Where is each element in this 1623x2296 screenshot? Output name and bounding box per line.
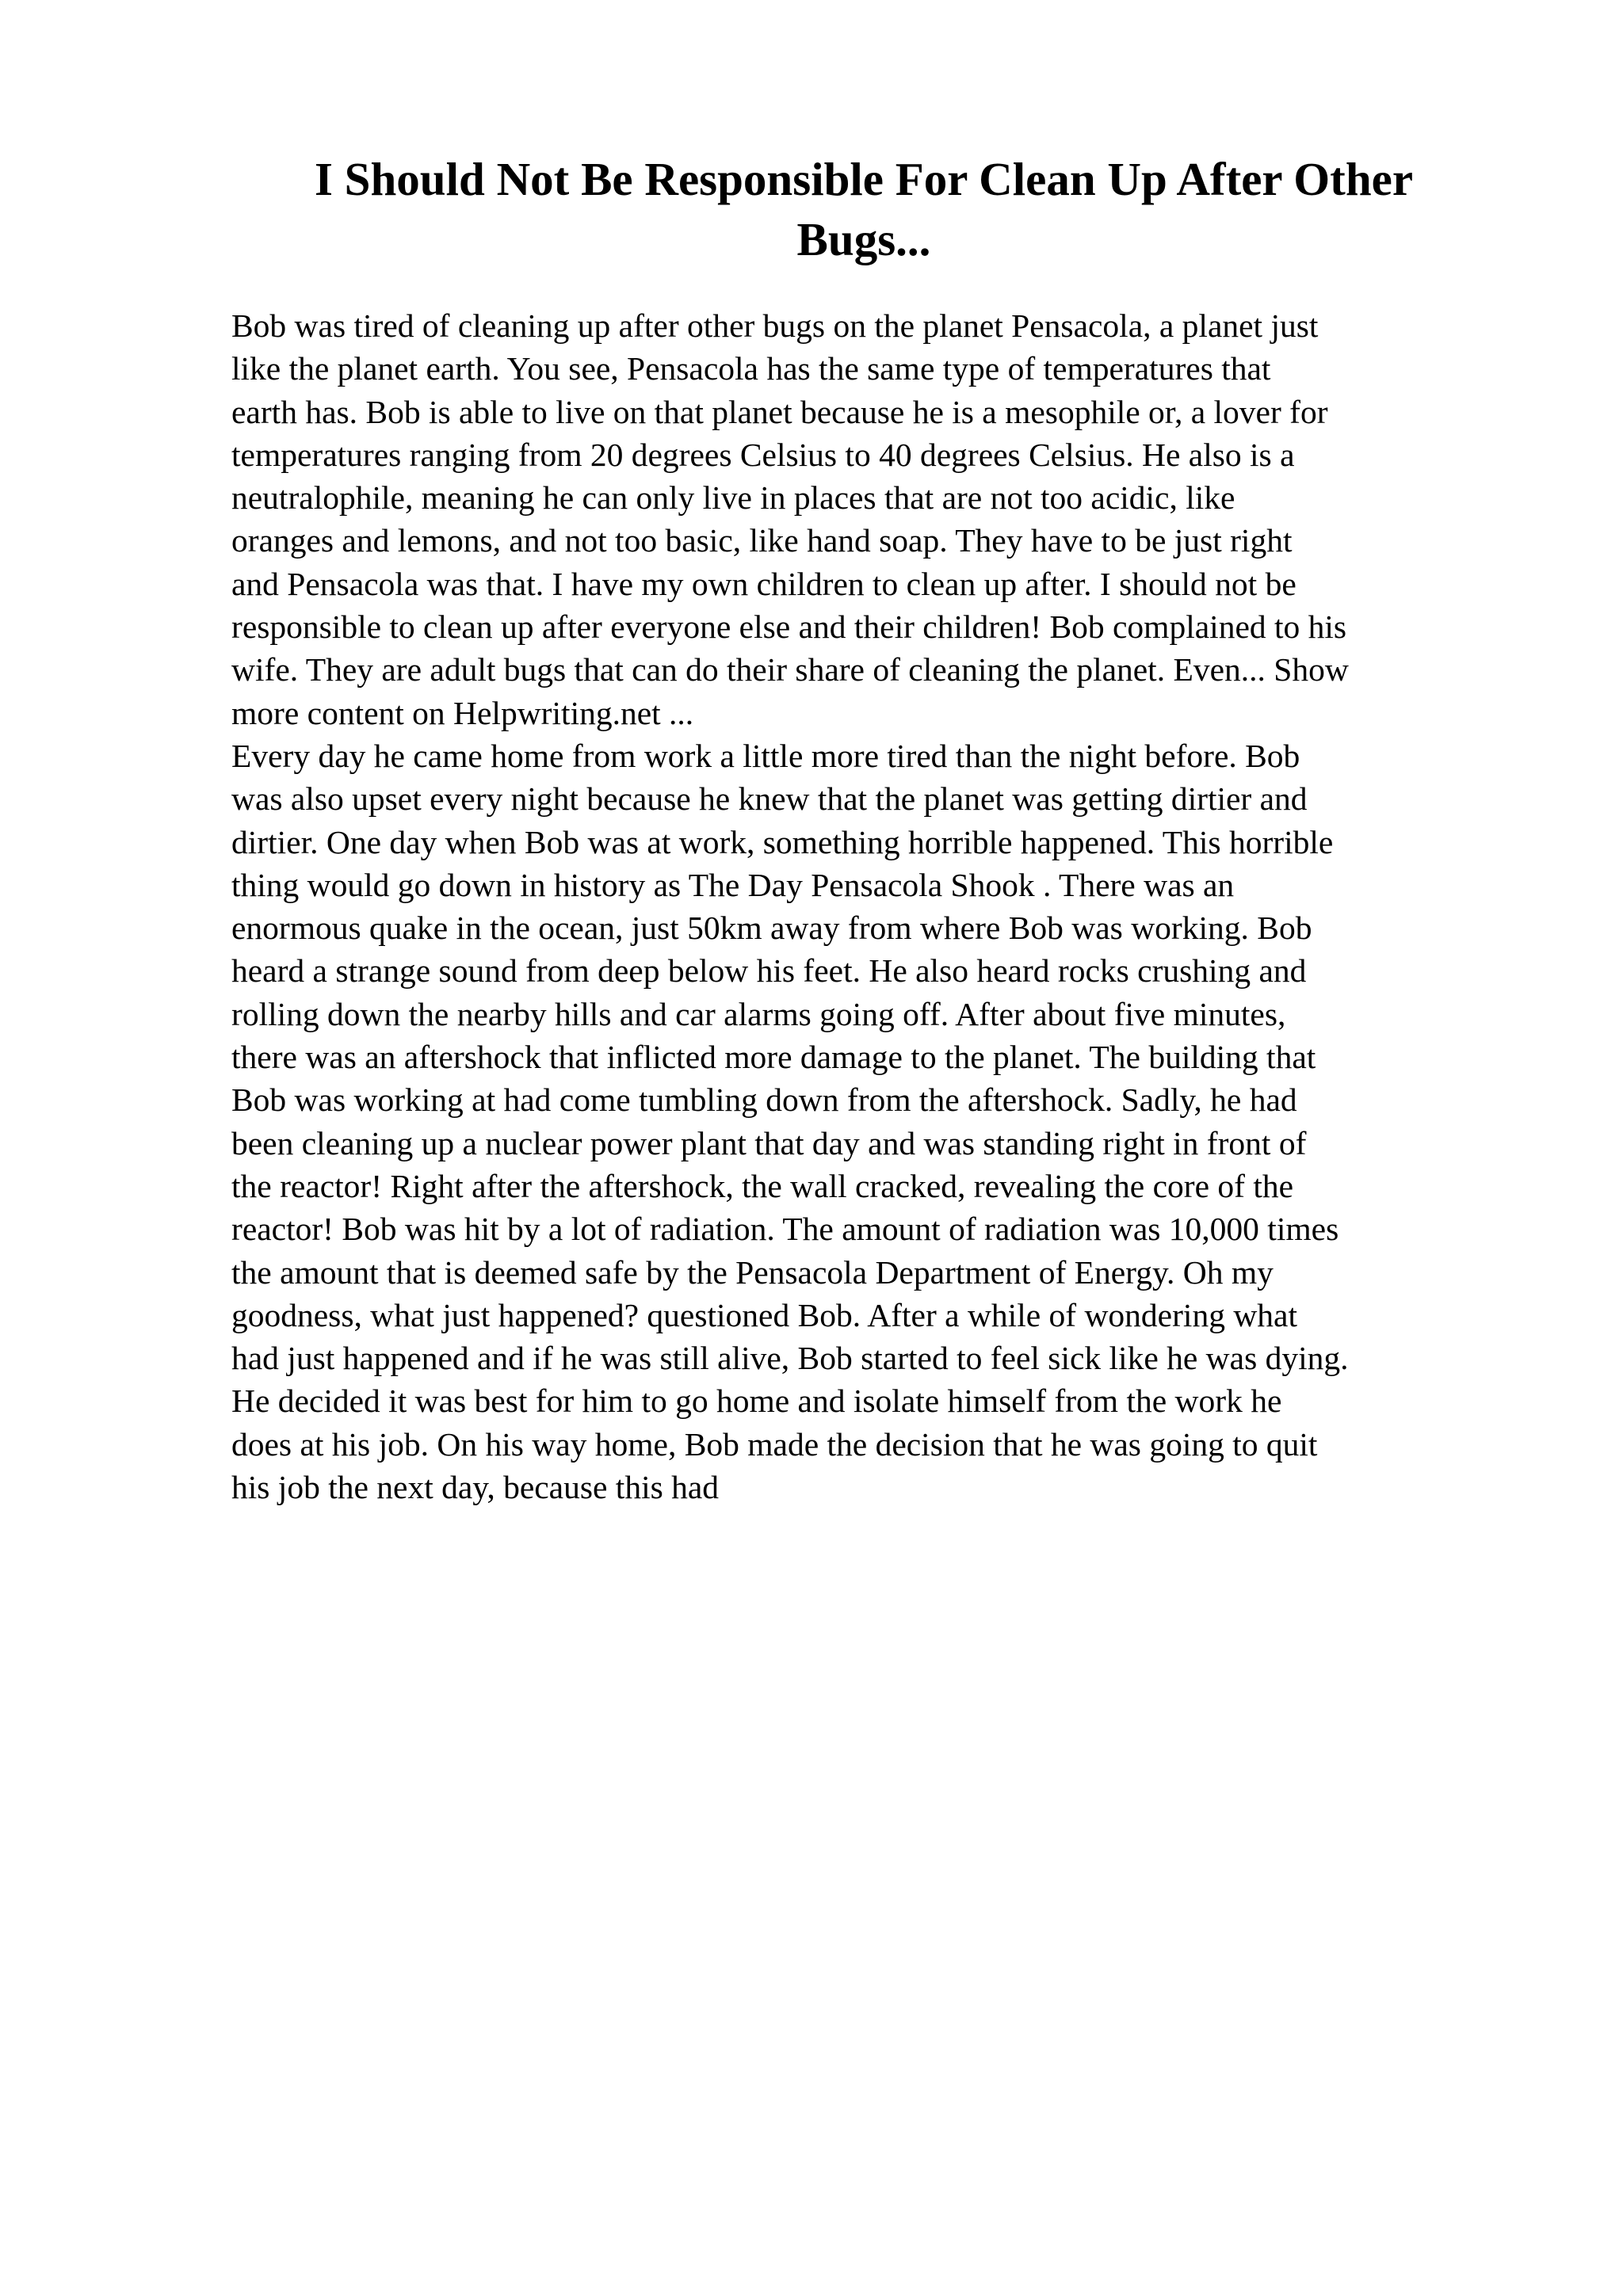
body-text-line: the reactor! Right after the aftershock, the wall cracked, revealing the core of the [231,1167,1294,1204]
body-text-line: thing would go down in history as The Day Pensacola Shook . There was an [231,866,1235,903]
body-text-line: rolling down the nearby hills and car alarms going off. After about five minutes, [231,995,1286,1032]
body-text-line: had just happened and if he was still alive, Bob started to feel sick like he was dying. [231,1340,1349,1377]
body-text-line: oranges and lemons, and not too basic, like hand soap. They have to be just right [231,522,1293,559]
body-text-line: goodness, what just happened? questioned Bob. After a while of wondering what [231,1296,1298,1333]
body-text-line: wife. They are adult bugs that can do their share of cleaning the planet. Even... Show [231,651,1349,688]
body-text-line: reactor! Bob was hit by a lot of radiation. The amount of radiation was 10,000 times [231,1211,1339,1248]
body-text-line: his job the next day, because this had [231,1469,720,1506]
body-text-line: more content on Helpwriting.net ... [231,694,694,731]
body-text-line: earth has. Bob is able to live on that planet because he is a mesophile or, a lover for [231,393,1328,430]
body-text-line: been cleaning up a nuclear power plant that day and was standing right in front of [231,1124,1307,1161]
body-text-line: Bob was working at had come tumbling down from the aftershock. Sadly, he had [231,1081,1297,1119]
body-text-line: heard a strange sound from deep below his feet. He also heard rocks crushing and [231,952,1307,990]
document-title: I Should Not Be Responsible For Clean Up After Other Bugs... [314,153,1414,265]
body-text-line: enormous quake in the ocean, just 50km away from where Bob was working. Bob [231,910,1312,947]
body-text-line: was also upset every night because he knew that the planet was getting dirtier and [231,780,1308,818]
body-text-line: temperatures ranging from 20 degrees Celsius to 40 degrees Celsius. He also is a [231,436,1295,473]
body-text-line: and Pensacola was that. I have my own children to clean up after. I should not be [231,565,1296,602]
body-text-line: Bob was tired of cleaning up after other bugs on the planet Pensacola, a planet just [231,307,1319,344]
body-text-line: the amount that is deemed safe by the Pensacola Department of Energy. Oh my [231,1253,1274,1291]
body-text-line: neutralophile, meaning he can only live in places that are not too acidic, like [231,479,1235,517]
body-text-line: responsible to clean up after everyone else and their children! Bob complained to his [231,608,1347,646]
body-text-line: Every day he came home from work a little more tired than the night before. Bob [231,737,1300,774]
body-text-line: there was an aftershock that inflicted more damage to the planet. The building that [231,1039,1316,1076]
document-body [231,304,1499,1508]
body-text-line: He decided it was best for him to go home and isolate himself from the work he [231,1383,1282,1420]
body-text-line: dirtier. One day when Bob was at work, something horrible happened. This horrible [231,823,1334,860]
body-text-line: like the planet earth. You see, Pensacola has the same type of temperatures that [231,350,1271,387]
body-text-line: does at his job. On his way home, Bob made the decision that he was going to quit [231,1425,1318,1463]
